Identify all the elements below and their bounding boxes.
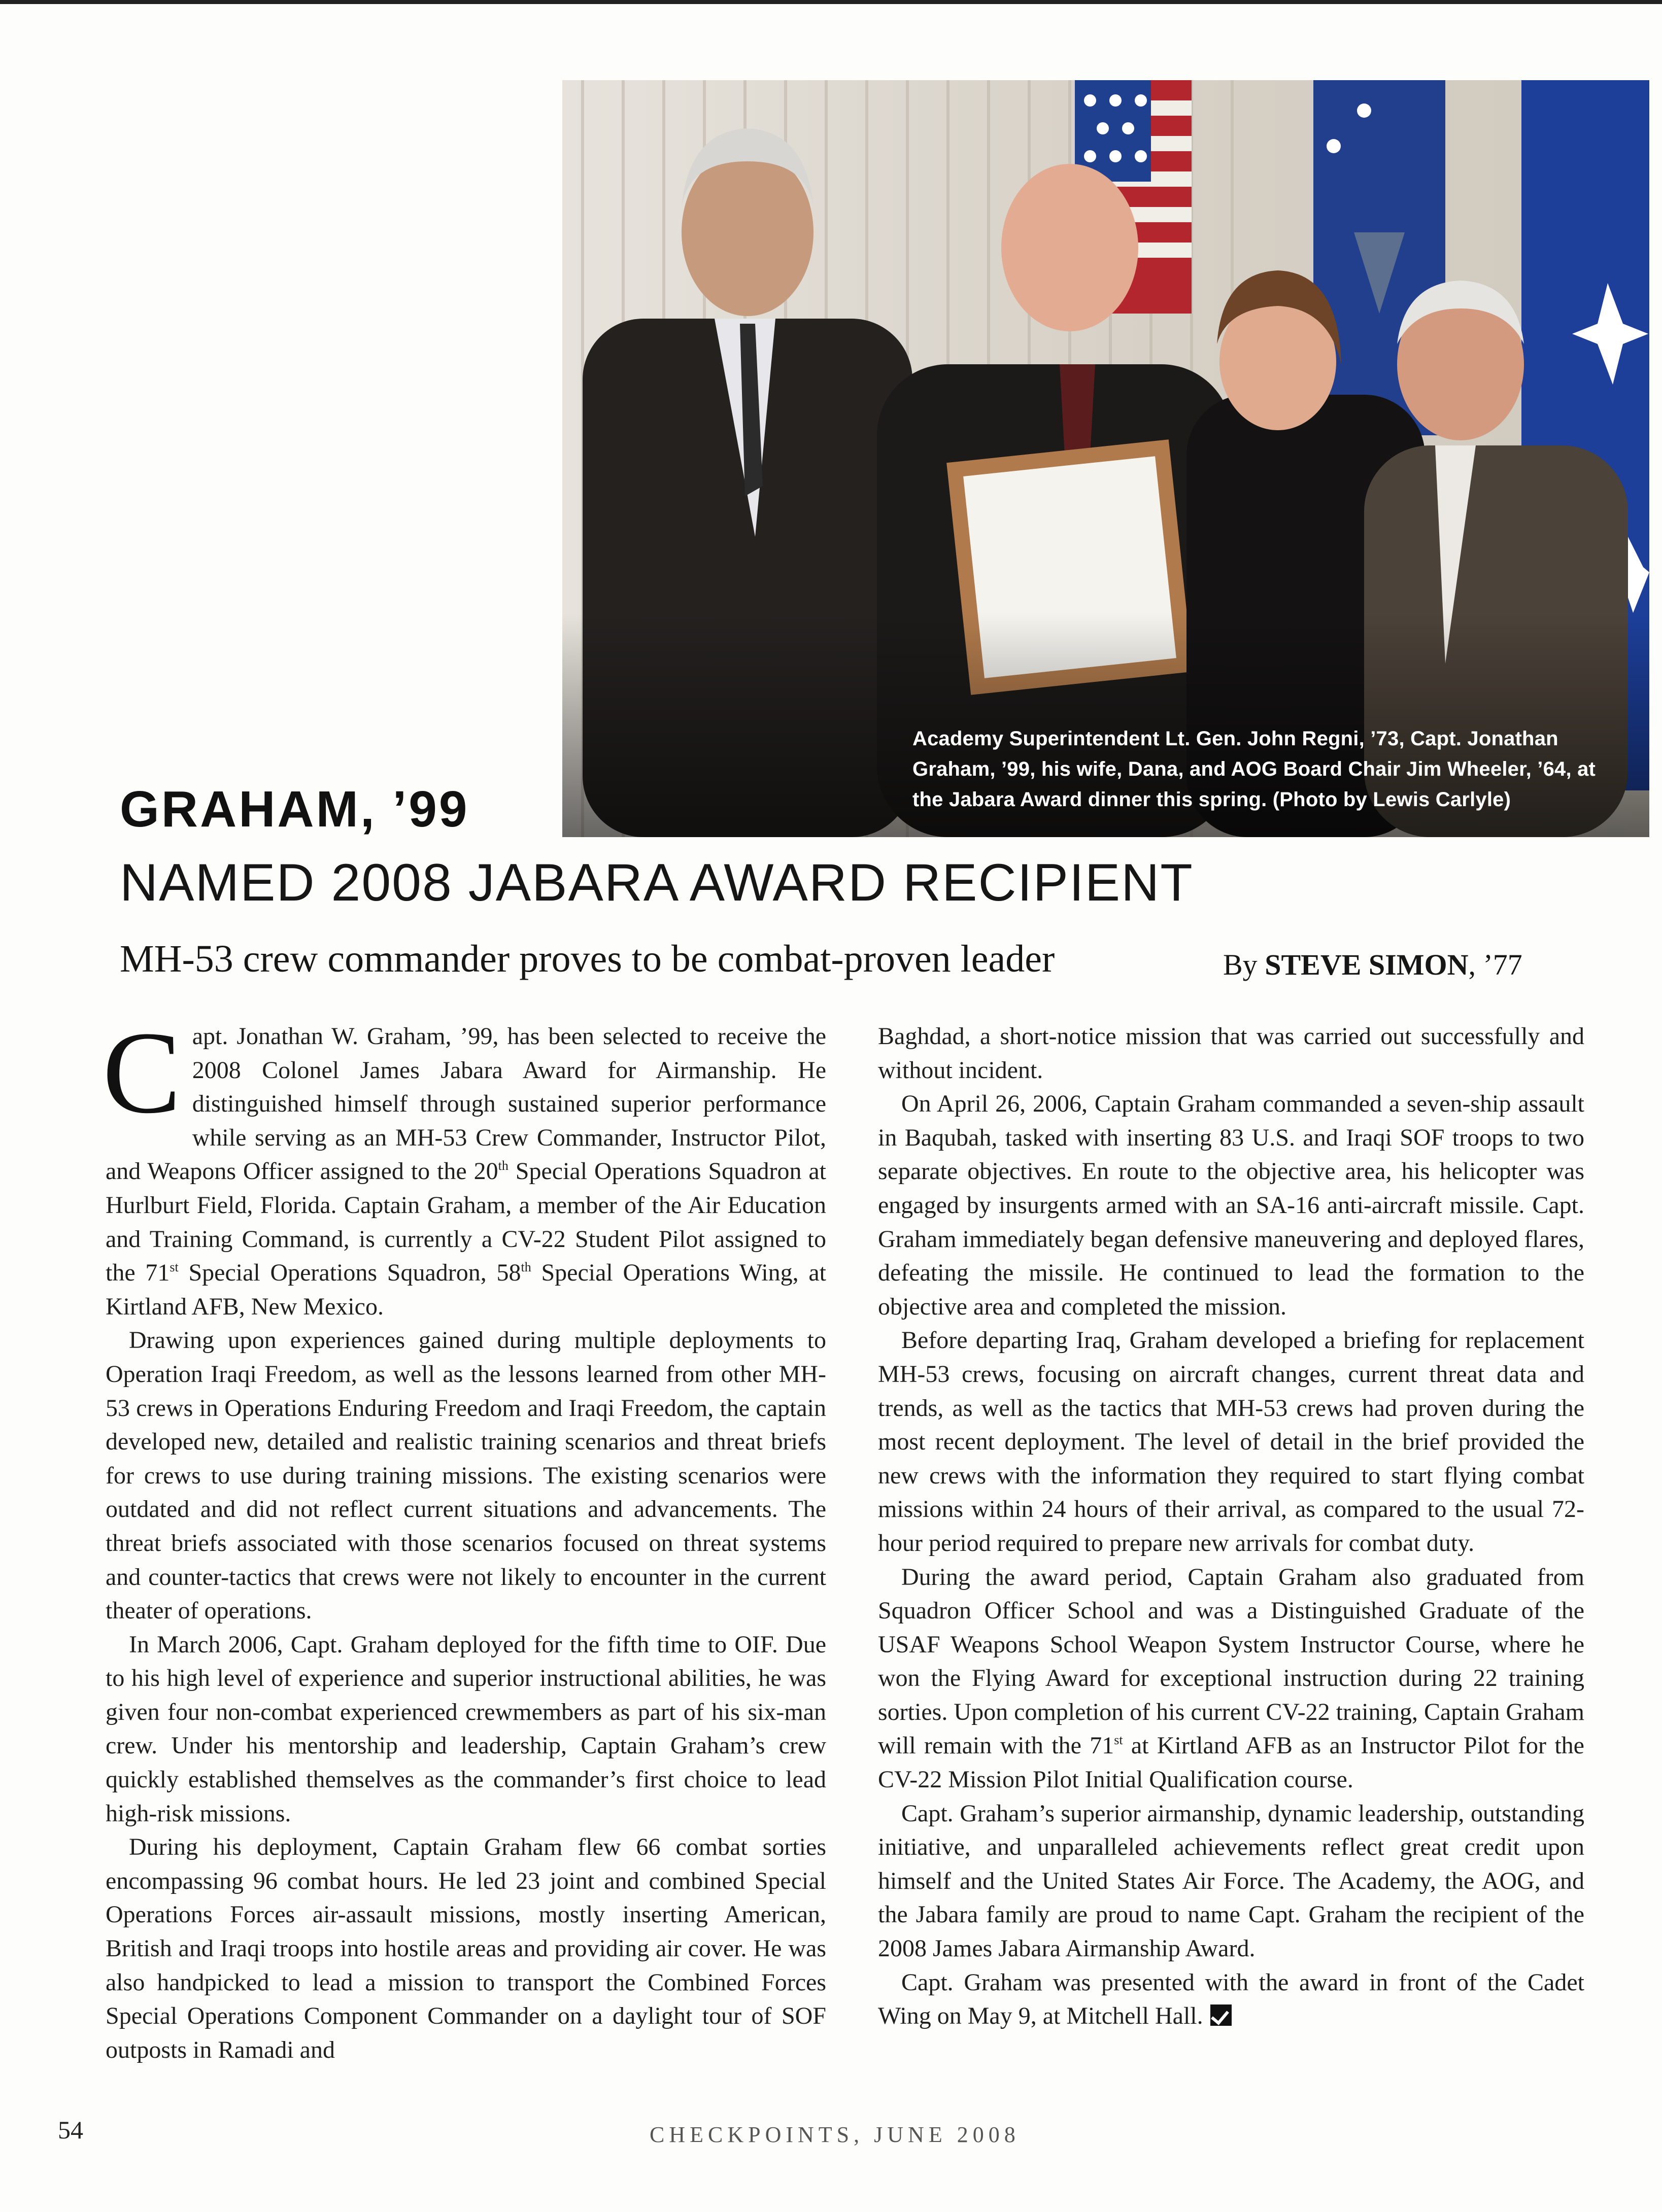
page-number: 54 — [58, 2116, 83, 2144]
ordinal-suffix: st — [1114, 1733, 1123, 1748]
paragraph-7 — [878, 1561, 1584, 1797]
paragraph-9 — [878, 1966, 1584, 2033]
paragraph-9-text: Capt. Graham was presented with the award in front of the Cadet Wing on May 9, at Mitchell Hall. — [878, 1968, 1584, 2030]
ordinal-suffix: th — [498, 1158, 508, 1173]
end-of-article-checkmark-icon — [1210, 2004, 1232, 2026]
author-class-year: , ’77 — [1468, 948, 1522, 981]
paragraph-1-text-c: Special Operations Squadron, 58 — [178, 1259, 521, 1287]
ordinal-suffix: st — [169, 1260, 179, 1275]
paragraph-1-text-b: Special Operations Squadron at Hurlburt Field, Florida. Captain Graham, a member of the Air Education and Training Command, is currently a CV-22 Student Pilot assigned to the 71 — [106, 1158, 827, 1287]
article-kicker: GRAHAM, ’99 — [120, 781, 469, 838]
paragraph-3: In March 2006, Capt. Graham deployed for the fifth time to OIF. Due to his high level of experience and superior instructional abilities, he was given four non-combat experienced crewmembers as part of his six-man crew. Under his mentorship and leadership, Captain Graham’s crew quickly established themselves as the commander’s first choice to lead high-risk missions. — [106, 1631, 826, 1827]
article-column-2 — [878, 1020, 1584, 2033]
paragraph-7-text-b: at Kirtland AFB as an Instructor Pilot for the CV-22 Mission Pilot Initial Qualification course. — [878, 1732, 1584, 1793]
article-dek: MH-53 crew commander proves to be combat-proven leader — [120, 938, 1055, 980]
paragraph-5: On April 26, 2006, Captain Graham commanded a seven-ship assault in Baqubah, tasked with inserting 83 U.S. and Iraqi SOF troops to two separate objectives. En route to the objective area, his helicopter was engaged by insurgents armed with an SA-16 anti-aircraft missile. Capt. Graham immediately began defensive maneuvering and deployed flares, defeating the missile. He continued to lead the formation to the objective area and completed the mission. — [878, 1090, 1584, 1320]
paragraph-2: Drawing upon experiences gained during multiple deployments to Operation Iraqi Freedom, as well as the lessons learned from other MH-53 crews in Operations Enduring Freedom and Iraqi Freedom, the captain developed new, detailed and realistic training scenarios and threat briefs for crews to use during training missions. The existing scenarios were outdated and did not reflect current situations and advancements. The threat briefs associated with those scenarios focused on threat systems and counter-tactics that crews were not likely to encounter in the current theater of operations. — [106, 1327, 826, 1625]
paragraph-8: Capt. Graham’s superior airmanship, dynamic leadership, outstanding initiative, and unparalleled achievements reflect great credit upon himself and the United States Air Force. The Academy, the AOG, and the Jabara family are proud to name Capt. Graham the recipient of the 2008 James Jabara Airmanship Award. — [878, 1800, 1584, 1962]
byline — [1223, 945, 1522, 985]
article-column-1 — [103, 1008, 827, 2067]
award-photo — [562, 80, 1649, 837]
paragraph-4: During his deployment, Captain Graham flew 66 combat sorties encompassing 96 combat hours. He led 23 joint and combined Special Operations Forces air-assault missions, mostly inserting American, British and Iraqi troops into hostile areas and providing air cover. He was also handpicked to lead a mission to transport the Combined Forces Special Operations Component Commander on a daylight tour of SOF outposts in Ramadi and — [106, 1834, 826, 2063]
photo-caption: Academy Superintendent Lt. Gen. John Regni, ’73, Capt. Jonathan Graham, ’99, his wife, Dana, and AOG Board Chair Jim Wheeler, ’64, at the Jabara Award dinner this spring. (Photo by Lewis Carlyle) — [912, 728, 1596, 811]
ordinal-suffix: th — [521, 1260, 531, 1275]
paragraph-1-text-a: apt. Jonathan W. Graham, ’99, has been selected to receive the 2008 Colonel James Jabara Award for Airmanship. He distinguished himself through sustained superior performance while serving as an MH-53 Crew Commander, Instructor Pilot, and Weapons Officer assigned to the 20 — [106, 1023, 826, 1185]
article-headline: NAMED 2008 JABARA AWARD RECIPIENT — [120, 853, 1194, 912]
paragraph-4-continued: Baghdad, a short-notice mission that was carried out successfully and without incident. — [878, 1023, 1584, 1084]
publication-footer: CHECKPOINTS, JUNE 2008 — [650, 2122, 1020, 2147]
byline-prefix: By — [1223, 948, 1258, 981]
paragraph-1 — [103, 1008, 827, 1324]
paragraph-1-text-d: Special Operations Wing, at Kirtland AFB, New Mexico. — [106, 1259, 827, 1320]
paragraph-6: Before departing Iraq, Graham developed a briefing for replacement MH-53 crews, focusing on aircraft changes, current threat data and trends, as well as the tactics that MH-53 crews had proven during the most recent deployment. The level of detail in the brief provided the new crews with the information they required to start flying combat missions within 24 hours of their arrival, as compared to the usual 72-hour period required to prepare new arrivals for combat duty. — [878, 1327, 1584, 1557]
drop-cap: C — [103, 1008, 181, 1138]
paragraph-7-text-a: During the award period, Captain Graham also graduated from Squadron Officer School and was a Distinguished Graduate of the USAF Weapons School Weapon System Instructor Course, where he won the Flying Award for exceptional instruction during 22 training sorties. Upon completion of his current CV-22 training, Captain Graham will remain with the 71 — [878, 1563, 1584, 1759]
top-rule — [0, 0, 1662, 4]
author-name: STEVE SIMON — [1265, 948, 1469, 981]
